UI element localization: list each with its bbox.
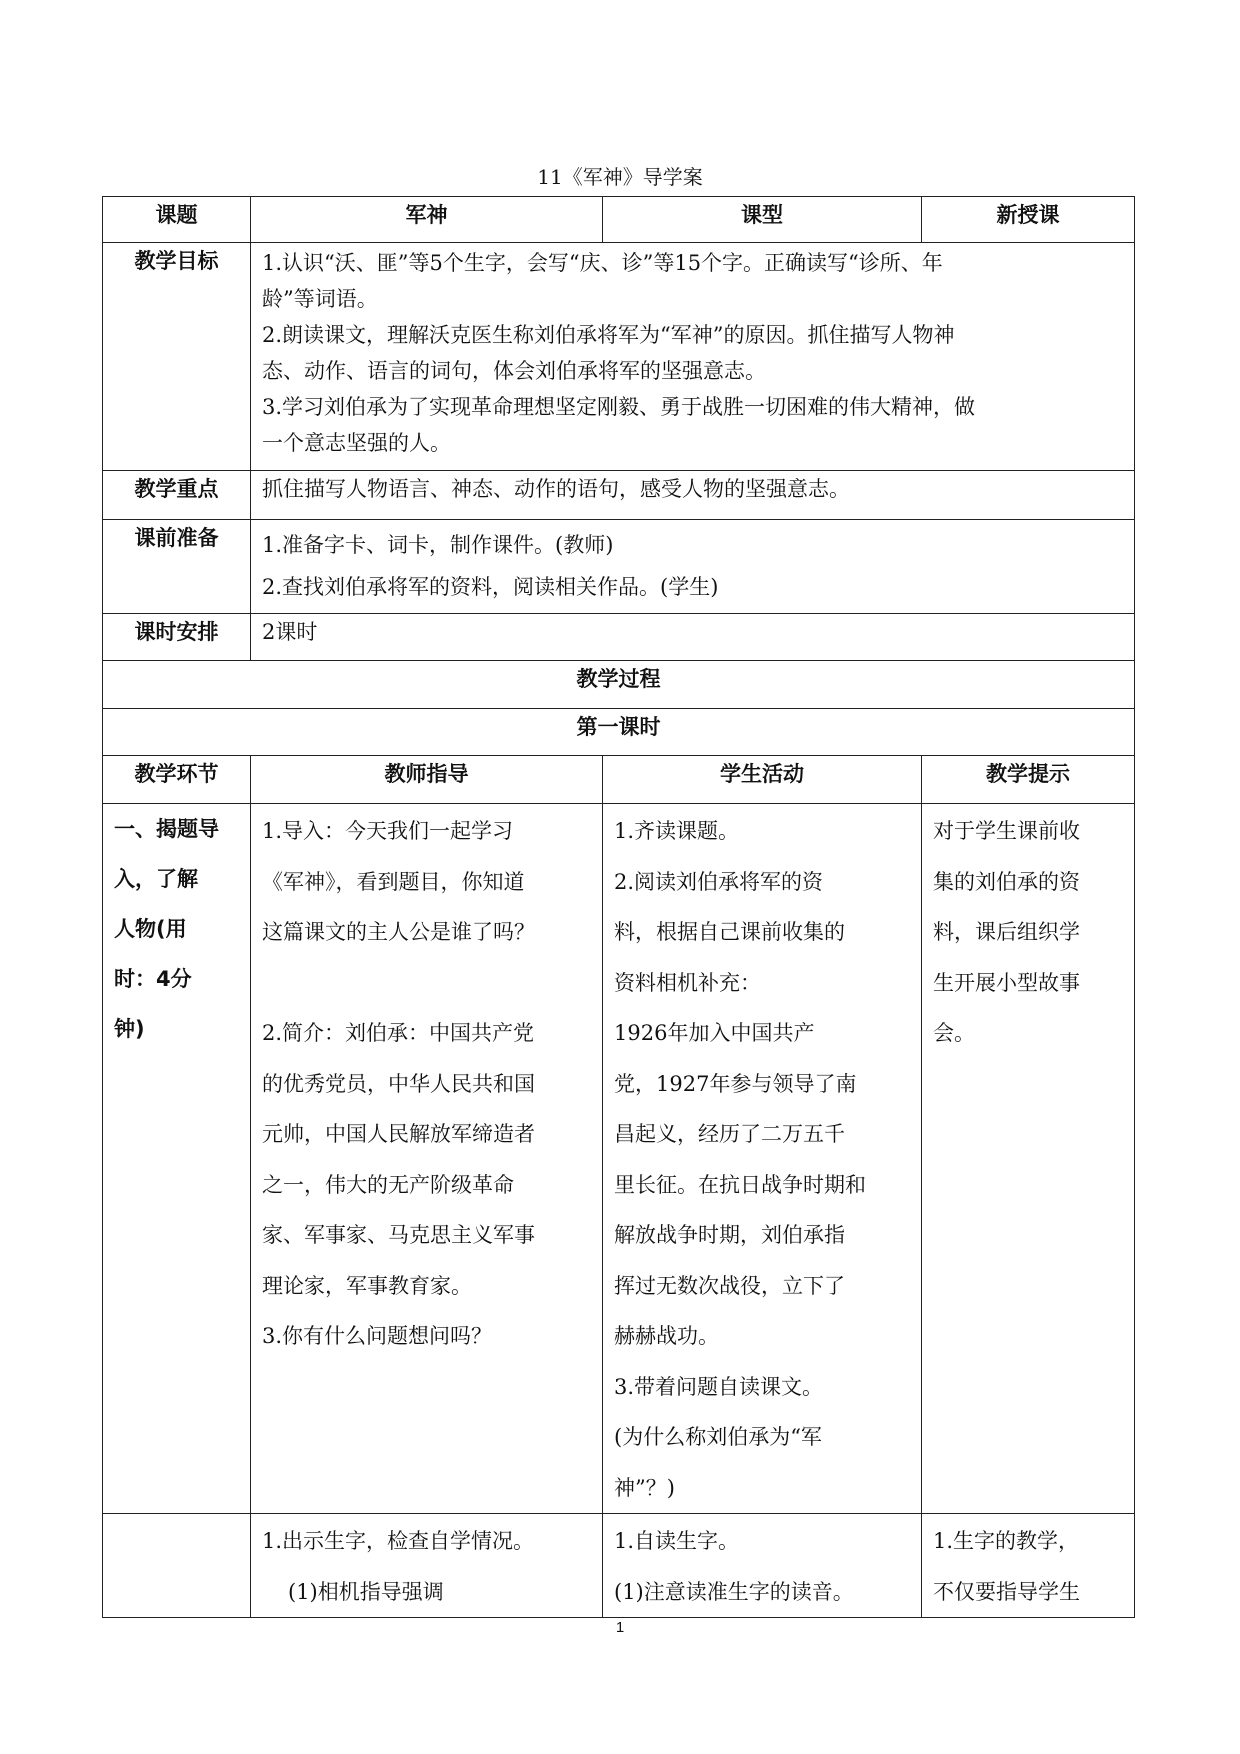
teacher-line: 1.导入：今天我们一起学习 [262, 819, 514, 843]
column-header-student: 学生活动 [603, 756, 922, 804]
table-row [103, 804, 1135, 1514]
stage-cell [103, 804, 251, 1514]
teacher-line: 的优秀党员，中华人民共和国 [262, 1071, 535, 1096]
stage-line: 钟) [114, 1017, 145, 1041]
teacher-line: 之一，伟大的无产阶级革命 [262, 1172, 514, 1197]
process-heading: 教学过程 [103, 661, 1135, 709]
objective-line: 龄”等词语。 [262, 287, 378, 311]
teacher-line: 元帅，中国人民解放军缔造者 [262, 1122, 535, 1146]
lesson-plan-table [102, 196, 1135, 1618]
teacher-line: 理论家，军事教育家。 [262, 1273, 472, 1298]
stage-line: 时：4分 [114, 967, 192, 991]
column-header-tips: 教学提示 [922, 756, 1135, 804]
stage-line: 入，了解 [114, 867, 198, 891]
student-line: 3.带着问题自读课文。 [614, 1374, 824, 1399]
document-title: 11《军神》导学案 [537, 165, 703, 189]
topic-row [103, 197, 1135, 243]
teacher-line: (1)相机指导强调 [288, 1579, 444, 1604]
preparation-line: 2.查找刘伯承将军的资料，阅读相关作品。(学生) [262, 575, 719, 599]
student-line: 昌起义，经历了二万五千 [614, 1122, 845, 1146]
page-number: 1 [615, 1619, 625, 1636]
tips-line: 不仅要指导学生 [933, 1579, 1080, 1604]
topic-label: 课题 [103, 197, 251, 243]
teacher-line: 1.出示生字，检查自学情况。 [262, 1529, 535, 1553]
objective-line: 3.学习刘伯承为了实现革命理想坚定刚毅、勇于战胜一切困难的伟大精神，做 [262, 395, 976, 419]
teacher-line: 家、军事家、马克思主义军事 [262, 1223, 535, 1247]
tips-line: 料，课后组织学 [933, 920, 1080, 944]
student-line: (1)注意读准生字的读音。 [614, 1579, 854, 1604]
student-cell [603, 1514, 922, 1618]
objective-line: 2.朗读课文，理解沃克医生称刘伯承将军为“军神”的原因。抓住描写人物神 [262, 323, 955, 347]
objectives-content [251, 243, 1135, 471]
preparation-line: 1.准备字卡、词卡，制作课件。(教师) [262, 533, 614, 557]
key-points-text: 抓住描写人物语言、神态、动作的语句，感受人物的坚强意志。 [251, 471, 1135, 520]
table-row [103, 1514, 1135, 1618]
topic-value: 军神 [251, 197, 603, 243]
column-header-stage: 教学环节 [103, 756, 251, 804]
lesson-heading: 第一课时 [103, 709, 1135, 756]
tips-line: 集的刘伯承的资 [933, 869, 1080, 894]
key-points-row [103, 471, 1135, 520]
student-line: 解放战争时期，刘伯承指 [614, 1223, 845, 1247]
student-line: 党，1927年参与领导了南 [614, 1071, 857, 1096]
stage-line: 人物(用 [114, 917, 187, 941]
student-cell [603, 804, 922, 1514]
tips-line: 1.生字的教学， [933, 1529, 1080, 1553]
tips-line: 生开展小型故事 [933, 970, 1080, 995]
student-line: 神”？) [614, 1475, 675, 1500]
tips-line: 对于学生课前收 [933, 819, 1080, 843]
objectives-label: 教学目标 [103, 243, 251, 471]
student-line: 2.阅读刘伯承将军的资 [614, 869, 824, 894]
teacher-line: 3.你有什么问题想问吗？ [262, 1324, 493, 1348]
student-line: 1926年加入中国共产 [614, 1021, 815, 1045]
teacher-line: 2.简介：刘伯承：中国共产党 [262, 1021, 535, 1045]
student-line: 赫赫战功。 [614, 1324, 719, 1348]
column-header-teacher: 教师指导 [251, 756, 603, 804]
objective-line: 态、动作、语言的词句，体会刘伯承将军的坚强意志。 [262, 359, 766, 383]
student-line: (为什么称刘伯承为“军 [614, 1425, 822, 1449]
teacher-cell [251, 804, 603, 1514]
student-line: 1.自读生字。 [614, 1529, 740, 1553]
type-label: 课型 [603, 197, 922, 243]
stage-line: 一、揭题导 [114, 817, 219, 841]
process-heading-row [103, 661, 1135, 709]
stage-cell [103, 1514, 251, 1618]
objectives-row [103, 243, 1135, 471]
student-line: 挥过无数次战役，立下了 [614, 1273, 845, 1298]
teacher-line [262, 958, 591, 1009]
tips-cell [922, 1514, 1135, 1618]
schedule-text: 2课时 [251, 614, 1135, 661]
teacher-line: 《军神》，看到题目，你知道 [262, 869, 525, 894]
schedule-label: 课时安排 [103, 614, 251, 661]
objective-line: 一个意志坚强的人。 [262, 431, 451, 455]
preparation-row [103, 520, 1135, 614]
tips-cell [922, 804, 1135, 1514]
column-header-row [103, 756, 1135, 804]
objective-line: 1.认识“沃、匪”等5个生字，会写“庆、诊”等15个字。正确读写“诊所、年 [262, 251, 943, 275]
key-points-label: 教学重点 [103, 471, 251, 520]
student-line: 1.齐读课题。 [614, 819, 740, 843]
schedule-row [103, 614, 1135, 661]
student-line: 资料相机补充： [614, 970, 761, 995]
type-value: 新授课 [922, 197, 1135, 243]
tips-line: 会。 [933, 1021, 975, 1045]
lesson-heading-row [103, 709, 1135, 756]
preparation-content [251, 520, 1135, 614]
preparation-label: 课前准备 [103, 520, 251, 614]
student-line: 料，根据自己课前收集的 [614, 920, 845, 944]
teacher-line: 这篇课文的主人公是谁了吗？ [262, 920, 535, 944]
teacher-cell [251, 1514, 603, 1618]
student-line: 里长征。在抗日战争时期和 [614, 1172, 866, 1197]
